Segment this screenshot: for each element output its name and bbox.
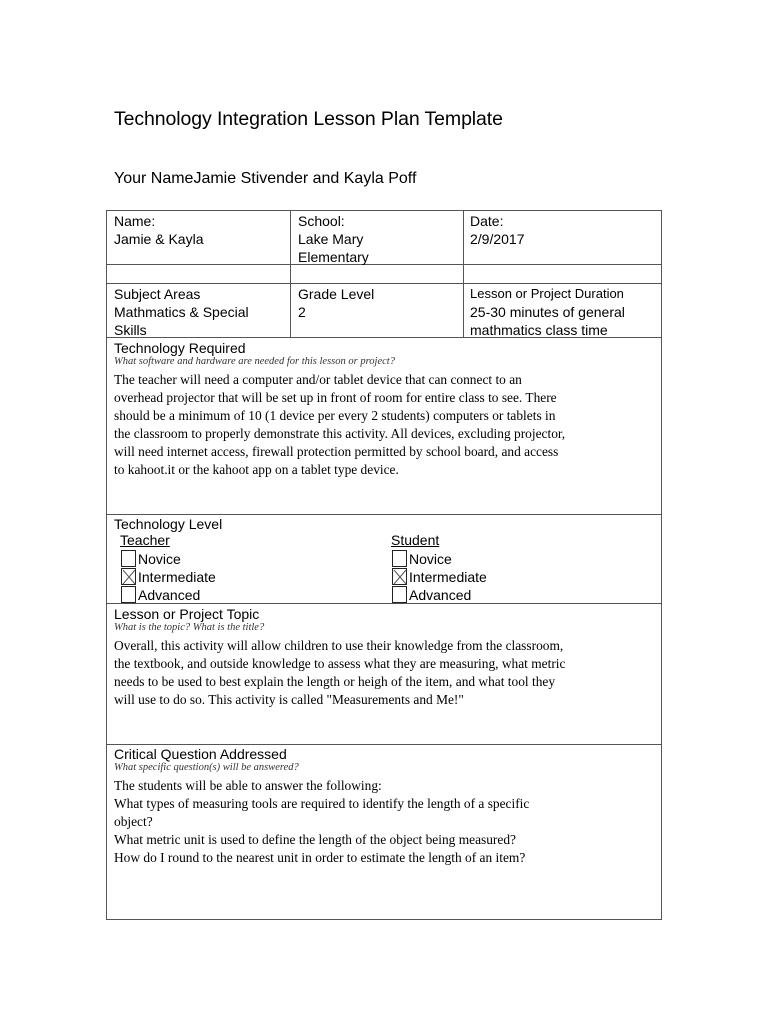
option-label: Novice — [409, 551, 452, 567]
text-line: needs to be used to best explain the length or heigh of the item, and what tool they — [114, 674, 556, 689]
text-line: How do I round to the nearest unit in order to estimate the length of an item? — [114, 850, 526, 865]
lesson-topic-text — [114, 637, 659, 709]
lesson-topic-hint: What is the topic? What is the title? — [114, 622, 265, 633]
subject-label: Subject Areas — [114, 286, 201, 302]
text-line: should be a minimum of 10 (1 device per every 2 students) computers or tablets in — [114, 408, 556, 423]
technology-required-hint: What software and hardware are needed for this lesson or project? — [114, 356, 395, 367]
text-line: What metric unit is used to define the length of the object being measured? — [114, 832, 516, 847]
text-line: overhead projector that will be set up in front of room for entire class to see. There — [114, 390, 557, 405]
text-line: object? — [114, 814, 153, 829]
grade-value: 2 — [298, 304, 306, 320]
text-line: to kahoot.it or the kahoot app on a tablet type device. — [114, 462, 399, 477]
checkbox-checked[interactable] — [392, 568, 407, 585]
x-mark-icon — [393, 569, 408, 586]
option-label: Novice — [138, 551, 181, 567]
text-line: Overall, this activity will allow children to use their knowledge from the classroom, — [114, 638, 564, 653]
x-mark-icon — [122, 569, 137, 586]
technology-level-heading: Technology Level — [114, 516, 223, 532]
text-line: What types of measuring tools are required to identify the length of a specific — [114, 796, 530, 811]
student-label: Student — [391, 532, 440, 548]
text-line: The students will be able to answer the following: — [114, 778, 382, 793]
text-line: The teacher will need a computer and/or tablet device that can connect to an — [114, 372, 522, 387]
date-cell — [470, 212, 525, 248]
critical-question-heading: Critical Question Addressed — [114, 746, 287, 762]
school-value: Lake Mary — [298, 231, 364, 247]
checkbox[interactable] — [392, 586, 407, 603]
school-cell — [298, 212, 369, 266]
teacher-label: Teacher — [120, 532, 170, 548]
option-label: Advanced — [409, 587, 472, 603]
option-label: Advanced — [138, 587, 201, 603]
duration-value: 25-30 minutes of general — [470, 304, 625, 320]
subject-cell — [114, 285, 249, 339]
school-label: School: — [298, 213, 345, 229]
text-line: the textbook, and outside knowledge to assess what they are measuring, what metric — [114, 656, 566, 671]
date-value: 2/9/2017 — [470, 231, 525, 247]
checkbox[interactable] — [121, 586, 136, 603]
grade-label: Grade Level — [298, 286, 375, 302]
text-line: will use to do so. This activity is called "Measurements and Me!" — [114, 692, 464, 707]
duration-value: mathmatics class time — [470, 322, 608, 338]
date-label: Date: — [470, 213, 504, 229]
text-line: will need internet access, firewall protection permitted by school board, and access — [114, 444, 559, 459]
document-title: Technology Integration Lesson Plan Template — [114, 108, 503, 130]
text-line: the classroom to properly demonstrate this activity. All devices, excluding projector, — [114, 426, 566, 441]
checkbox[interactable] — [121, 550, 136, 567]
your-name-line: Your NameJamie Stivender and Kayla Poff — [114, 170, 417, 187]
checkbox[interactable] — [392, 550, 407, 567]
duration-cell — [470, 285, 625, 339]
critical-question-hint: What specific question(s) will be answered? — [114, 762, 299, 773]
row-divider — [106, 283, 662, 284]
duration-label: Lesson or Project Duration — [470, 286, 624, 301]
subject-value: Skills — [114, 322, 147, 338]
row-divider — [106, 264, 662, 265]
option-label: Intermediate — [409, 569, 487, 585]
name-label: Name: — [114, 213, 156, 229]
school-value: Elementary — [298, 249, 369, 265]
lesson-topic-heading: Lesson or Project Topic — [114, 606, 260, 622]
critical-question-text — [114, 777, 659, 867]
subject-value: Mathmatics & Special — [114, 304, 249, 320]
name-value: Jamie & Kayla — [114, 231, 204, 247]
checkbox-checked[interactable] — [121, 568, 136, 585]
column-divider — [463, 210, 464, 337]
column-divider — [290, 210, 291, 337]
grade-cell — [298, 285, 374, 321]
technology-required-heading: Technology Required — [114, 340, 246, 356]
option-label: Intermediate — [138, 569, 216, 585]
name-cell — [114, 212, 203, 248]
technology-required-text — [114, 371, 659, 479]
